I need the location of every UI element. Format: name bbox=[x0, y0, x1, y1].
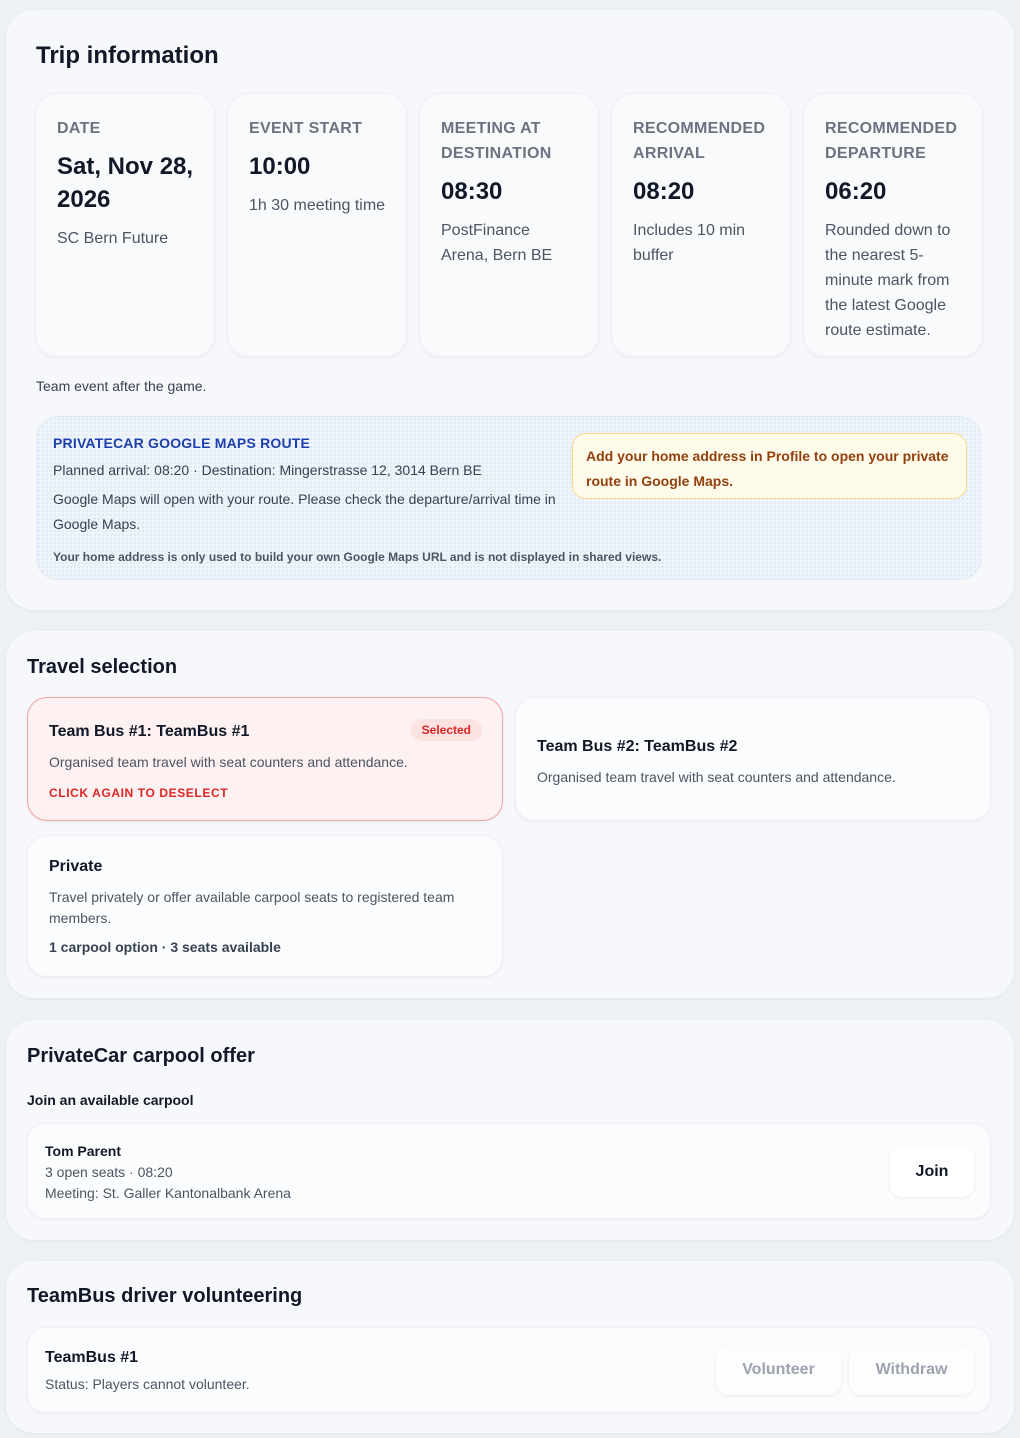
carpool-offer-row bbox=[27, 1123, 991, 1219]
deselect-hint: CLICK AGAIN TO DESELECT bbox=[49, 786, 229, 800]
carpool-offer-section bbox=[6, 1020, 1014, 1240]
recommended-arrival-note: Includes 10 min buffer bbox=[633, 222, 746, 264]
join-carpool-heading: Join an available carpool bbox=[27, 1092, 194, 1108]
meeting-value: 08:30 bbox=[441, 178, 503, 205]
private-description: Travel privately or offer available carpool seats to registered team members. bbox=[49, 889, 455, 926]
event-start-value: 10:00 bbox=[249, 153, 311, 180]
driver-volunteering-section bbox=[6, 1261, 1014, 1433]
date-note: SC Bern Future bbox=[57, 230, 169, 247]
maps-description: Google Maps will open with your route. Please check the departure/arrival time in Google Maps. bbox=[53, 491, 556, 532]
add-home-address-warning: Add your home address in Profile to open your private route in Google Maps. bbox=[572, 433, 967, 499]
travel-option-team-bus-2[interactable] bbox=[515, 697, 991, 821]
recommended-departure-value: 06:20 bbox=[825, 178, 887, 205]
travel-option-private[interactable] bbox=[27, 835, 503, 977]
trip-information-title: Trip information bbox=[36, 42, 219, 69]
date-value: Sat, Nov 28, 2026 bbox=[57, 153, 194, 213]
meeting-label: MEETING AT DESTINATION bbox=[441, 120, 552, 162]
volunteer-button[interactable]: Volunteer bbox=[716, 1345, 841, 1395]
recommended-arrival-card bbox=[611, 93, 791, 357]
travel-selection-section bbox=[6, 631, 1014, 998]
event-start-card bbox=[227, 93, 407, 357]
team-bus-2-title: Team Bus #2: TeamBus #2 bbox=[537, 738, 738, 755]
join-button[interactable]: Join bbox=[890, 1147, 974, 1197]
meeting-point-info: Meeting: St. Galler Kantonalbank Arena bbox=[45, 1185, 291, 1201]
maps-privacy-note: Your home address is only used to build your own Google Maps URL and is not displayed in shared views. bbox=[53, 550, 662, 564]
date-label: DATE bbox=[57, 120, 101, 137]
driver-volunteering-title: TeamBus driver volunteering bbox=[27, 1285, 303, 1307]
date-card bbox=[35, 93, 215, 357]
recommended-departure-card bbox=[803, 93, 983, 357]
maps-planned-arrival: Planned arrival: 08:20 · Destination: Mingerstrasse 12, 3014 Bern BE bbox=[53, 462, 482, 478]
team-bus-1-title: Team Bus #1: TeamBus #1 bbox=[49, 723, 250, 740]
team-event-note: Team event after the game. bbox=[36, 378, 207, 394]
recommended-arrival-value: 08:20 bbox=[633, 178, 695, 205]
google-maps-route-panel bbox=[36, 416, 982, 580]
open-seats-info: 3 open seats · 08:20 bbox=[45, 1164, 173, 1180]
recommended-departure-note: Rounded down to the nearest 5-minute mark from the latest Google route estimate. bbox=[825, 222, 951, 339]
travel-selection-title: Travel selection bbox=[27, 656, 178, 678]
private-title: Private bbox=[49, 858, 103, 875]
carpool-availability: 1 carpool option · 3 seats available bbox=[49, 939, 281, 955]
recommended-arrival-label: RECOMMENDED ARRIVAL bbox=[633, 120, 766, 162]
team-bus-2-description: Organised team travel with seat counters and attendance. bbox=[537, 769, 896, 785]
driver-name: Tom Parent bbox=[45, 1143, 121, 1159]
event-start-note: 1h 30 meeting time bbox=[249, 197, 386, 214]
travel-option-team-bus-1[interactable] bbox=[27, 697, 503, 821]
volunteer-status: Status: Players cannot volunteer. bbox=[45, 1376, 250, 1392]
event-start-label: EVENT START bbox=[249, 120, 363, 137]
meeting-note: PostFinance Arena, Bern BE bbox=[441, 222, 553, 264]
selected-badge: Selected bbox=[411, 719, 482, 741]
recommended-departure-label: RECOMMENDED DEPARTURE bbox=[825, 120, 958, 162]
trip-information-section bbox=[6, 10, 1014, 610]
team-bus-1-description: Organised team travel with seat counters and attendance. bbox=[49, 754, 408, 770]
withdraw-button[interactable]: Withdraw bbox=[849, 1345, 974, 1395]
teambus-volunteer-row bbox=[27, 1327, 991, 1413]
teambus-name: TeamBus #1 bbox=[45, 1349, 139, 1366]
carpool-offer-title: PrivateCar carpool offer bbox=[27, 1045, 255, 1067]
meeting-card bbox=[419, 93, 599, 357]
maps-route-title: PRIVATECAR GOOGLE MAPS ROUTE bbox=[53, 435, 311, 451]
